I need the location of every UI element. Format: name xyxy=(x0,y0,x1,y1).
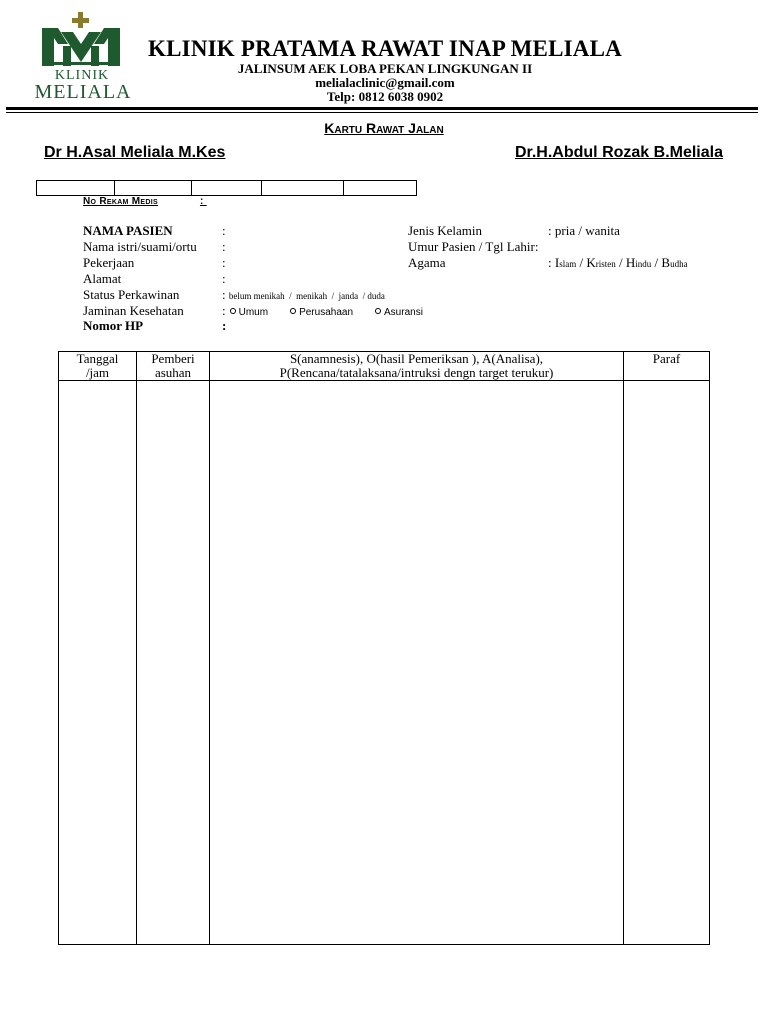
logo-text-klinik: KLINIK xyxy=(54,68,110,83)
header-divider-thick xyxy=(6,107,758,110)
field-jaminan: : Umum Perusahaan Asuransi xyxy=(222,303,423,318)
clinic-contact xyxy=(125,62,645,104)
field-colon: : xyxy=(222,223,226,238)
soap-header-pemberi: Pemberi asuhan xyxy=(151,351,195,380)
field-colon: : xyxy=(222,318,227,333)
rekam-medis-box[interactable] xyxy=(344,181,416,195)
clinic-email: melialaclinic@gmail.com xyxy=(315,75,455,90)
soap-cell-paraf[interactable] xyxy=(624,381,709,944)
radio-asuransi-icon[interactable] xyxy=(375,308,381,314)
field-label-jenis-kelamin: Jenis Kelamin xyxy=(408,223,483,238)
option-umum[interactable]: Umum xyxy=(238,307,269,318)
rekam-medis-box[interactable] xyxy=(115,181,192,195)
jenis-kelamin-options: pria / wanita xyxy=(554,223,620,238)
field-colon: : xyxy=(222,255,226,270)
clinic-address: JALINSUM AEK LOBA PEKAN LINGKUNGAN II xyxy=(237,61,533,76)
option-perusahaan[interactable]: Perusahaan xyxy=(299,307,354,318)
radio-umum-icon[interactable] xyxy=(230,308,236,314)
header-divider-thin xyxy=(6,112,758,113)
rekam-medis-box[interactable] xyxy=(262,181,344,195)
agama-option-hindu: Hindu xyxy=(625,255,652,270)
status-perkawinan-options: belum menikah / menikah / janda / duda xyxy=(228,291,385,301)
option-asuransi[interactable]: Asuransi xyxy=(384,307,423,318)
field-label-agama: Agama xyxy=(408,255,446,270)
field-agama: : Islam / Kristen / Hindu / Budha xyxy=(548,255,688,270)
soap-header-tanggal: Tanggal /jam xyxy=(76,351,119,380)
field-jenis-kelamin: : pria / wanita xyxy=(548,223,620,238)
soap-table xyxy=(58,351,710,945)
agama-option-kristen: Kristen xyxy=(586,255,616,270)
field-colon: : xyxy=(222,271,226,286)
clinic-phone: Telp: 0812 6038 0902 xyxy=(326,89,444,104)
soap-cell-notes[interactable] xyxy=(210,381,623,944)
radio-perusahaan-icon[interactable] xyxy=(290,308,296,314)
doctor-left: Dr H.Asal Meliala M.Kes xyxy=(44,144,226,161)
rekam-medis-label: No Rekam Medis : xyxy=(83,196,204,207)
soap-cell-pemberi[interactable] xyxy=(137,381,209,944)
field-label-umur: Umur Pasien / Tgl Lahir: xyxy=(408,239,539,254)
field-colon: : xyxy=(222,239,226,254)
agama-option-islam: Islam xyxy=(554,255,577,270)
field-label-alamat: Alamat xyxy=(83,271,122,286)
field-label-jaminan: Jaminan Kesehatan xyxy=(83,303,184,318)
field-label-nomor-hp: Nomor HP xyxy=(83,318,144,333)
soap-header-soap: S(anamnesis), O(hasil Pemeriksan ), A(Analisa), P(Rencana/tatalaksana/intruksi dengn target terukur) xyxy=(279,351,554,380)
rekam-medis-box[interactable] xyxy=(37,181,115,195)
card-title: Kartu Rawat Jalan xyxy=(324,120,444,136)
field-label-nama-pasien: NAMA PASIEN xyxy=(83,223,173,238)
logo-text-meliala: MELIALA xyxy=(34,81,132,103)
soap-cell-tanggal[interactable] xyxy=(59,381,136,944)
rekam-medis-box[interactable] xyxy=(192,181,262,195)
field-label-status-perkawinan: Status Perkawinan xyxy=(83,287,180,302)
rekam-medis-boxes[interactable] xyxy=(36,180,417,196)
field-status-perkawinan: : belum menikah / menikah / janda / duda xyxy=(222,287,385,302)
agama-option-budha: Budha xyxy=(661,255,688,270)
doctor-right: Dr.H.Abdul Rozak B.Meliala xyxy=(514,144,723,161)
soap-header-paraf: Paraf xyxy=(652,351,681,366)
field-label-nama-keluarga: Nama istri/suami/ortu xyxy=(83,239,197,254)
clinic-logo xyxy=(28,10,140,105)
field-label-pekerjaan: Pekerjaan xyxy=(83,255,135,270)
clinic-name: KLINIK PRATAMA RAWAT INAP MELIALA xyxy=(148,36,622,61)
